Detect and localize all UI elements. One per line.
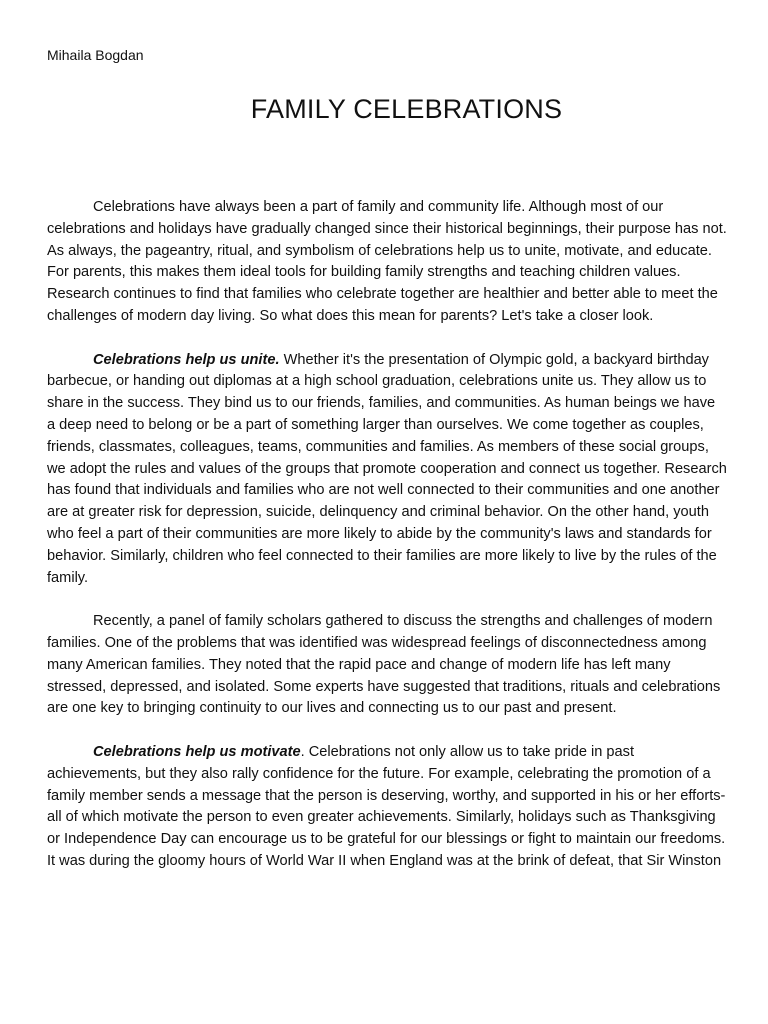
- document-body: [47, 197, 727, 895]
- paragraph-motivate: [47, 742, 727, 873]
- paragraph-text: Whether it's the presentation of Olympic gold, a backyard birthday barbecue, or handing out diplomas at a high school graduation, celebrations unite us. They allow us to share in the success. They bind us to our friends, families, and communities. As human beings we have a deep need to belong or be a part of something larger than ourselves. We come together as couples, friends, classmates, colleagues, teams, communities and families. As members of these social groups, we adopt the rules and values of the groups that promote cooperation and connect us together. Research has found that individuals and families who are not well connected to their communities and one another are at greater risk for depression, suicide, delinquency and criminal behavior. On the other hand, youth who feel a part of their communities are more likely to abide by the community's laws and standards for behavior. Similarly, children who feel connected to their families are more likely to live by the rules of the family.: [47, 351, 727, 586]
- paragraph-intro: [47, 197, 727, 328]
- paragraph-unite: [47, 350, 727, 590]
- paragraph-lead: Celebrations help us unite.: [93, 351, 280, 368]
- author-name: Mihaila Bogdan: [47, 47, 144, 63]
- paragraph-text: . Celebrations not only allow us to take pride in past achievements, but they also rally confidence for the future. For example, celebrating the promotion of a family member sends a message that the person is deserving, worthy, and supported in his or her efforts-all of which motivate the person to even greater achievements. Similarly, holidays such as Thanksgiving or Independence Day can encourage us to be grateful for our blessings or fight to maintain our freedoms. It was during the gloomy hours of World War II when England was at the brink of defeat, that Sir Winston: [47, 743, 726, 869]
- paragraph-text: Recently, a panel of family scholars gathered to discuss the strengths and challenges of modern families. One of the problems that was identified was widespread feelings of disconnectedness among many American families. They noted that the rapid pace and change of modern life has left many stressed, depressed, and isolated. Some experts have suggested that traditions, rituals and celebrations are one key to bringing continuity to our lives and connecting us to our past and present.: [47, 613, 721, 717]
- document-title: FAMILY CELEBRATIONS: [250, 94, 563, 124]
- paragraph-scholars: [47, 611, 727, 720]
- paragraph-text: Celebrations have always been a part of family and community life. Although most of our celebrations and holidays have gradually changed since their historical beginnings, their purpose has not. As always, the pageantry, ritual, and symbolism of celebrations help us to unite, motivate, and educate. For parents, this makes them ideal tools for building family strengths and teaching children values. Research continues to find that families who celebrate together are healthier and better able to meet the challenges of modern day living. So what does this mean for parents? Let's take a closer look.: [47, 199, 727, 324]
- paragraph-lead: Celebrations help us motivate: [93, 743, 301, 760]
